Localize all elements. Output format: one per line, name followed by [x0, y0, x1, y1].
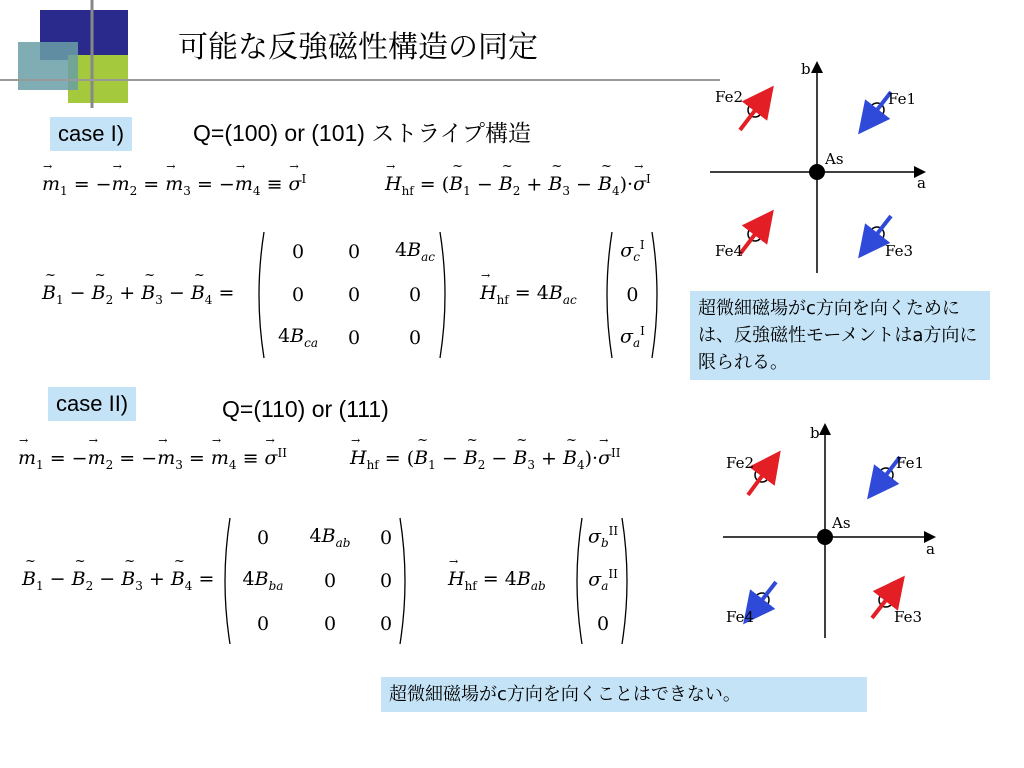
case1-label: case I): [50, 117, 132, 151]
case2-q-label: Q=(110) or (111): [222, 396, 389, 422]
spin-diagram-case2: [718, 420, 968, 640]
case1-moment-equation: → $m_1$ = −→ $m_2$ = → $m_3$ = −→ $m_4$ ≡ → $\sigma^I$: [42, 172, 306, 198]
case2-matrix: 0 $4B_{ab}$ 0 $4B_{ba}$ 0 0 0 0 0: [218, 516, 406, 645]
page-title: 可能な反強磁性構造の同定: [178, 30, 538, 65]
case2-hf-vector: $\sigma_b^{II}$ $\sigma_a^{II}$ 0: [570, 516, 626, 645]
fe3-label-2: Fe3: [894, 608, 923, 626]
note-case2: 超微細磁場がc方向を向くことはできない。: [381, 677, 867, 712]
axis-b-label-2: b: [810, 424, 820, 442]
case2-hf-result-lhs: → $H_{hf} = 4B_{ab}$: [448, 568, 546, 593]
as-label: As: [825, 150, 844, 168]
case1-q-label: Q=(100) or (101) ストライプ構造: [193, 120, 531, 146]
corner-decoration: [0, 0, 170, 110]
case1-sum-lhs: ~ $B_1$ − ~ $B_2$ + ~ $B_3$ − ~ $B_4$ =: [42, 282, 234, 307]
note-case1: 超微細磁場がc方向を向くためには、反強磁性モーメントはa方向に限られる。: [690, 291, 990, 380]
case1-hf-vector: $\sigma_c^I$ 0 $\sigma_a^I$: [600, 230, 653, 359]
title-underline: [90, 79, 720, 81]
fe1-label-2: Fe1: [896, 454, 925, 472]
fe4-label-2: Fe4: [726, 608, 755, 626]
fe2-label-2: Fe2: [726, 454, 755, 472]
case2-label: case II): [48, 387, 136, 421]
axis-a-label-2: a: [926, 540, 935, 558]
fe2-label: Fe2: [715, 88, 744, 106]
fe1-label: Fe1: [888, 90, 917, 108]
case2-hf-equation: → $H_{hf}$ = (~ $B_1$ − ~ $B_2$ − ~ $B_3$ + ~ $B_4)\cdot\to \sigma^{II}$: [350, 446, 621, 472]
case1-matrix: 0 0 $4B_{ac}$ 0 0 0 $4B_{ca}$ 0 0: [252, 230, 448, 359]
fe4-label: Fe4: [715, 242, 744, 260]
fe3-label: Fe3: [885, 242, 914, 260]
case2-moment-equation: → $m_1$ = −→ $m_2$ = −→ $m_3$ = → $m_4$ ≡ → $\sigma^{II}$: [18, 446, 287, 472]
case2-sum-lhs: ~ $B_1$ − ~ $B_2$ − ~ $B_3$ + ~ $B_4$ =: [22, 568, 214, 593]
axis-b-label: b: [801, 60, 811, 78]
axis-a-label: a: [917, 174, 926, 192]
spin-diagram-case1: [705, 58, 955, 278]
as-label-2: As: [832, 514, 851, 532]
case1-hf-result-lhs: → $H_{hf} = 4B_{ac}$: [480, 282, 577, 307]
case1-hf-equation: → $H_{hf}$ = (~ $B_1$ − ~ $B_2$ + ~ $B_3$ − ~ $B_4)\cdot\to \sigma^I$: [385, 172, 651, 198]
